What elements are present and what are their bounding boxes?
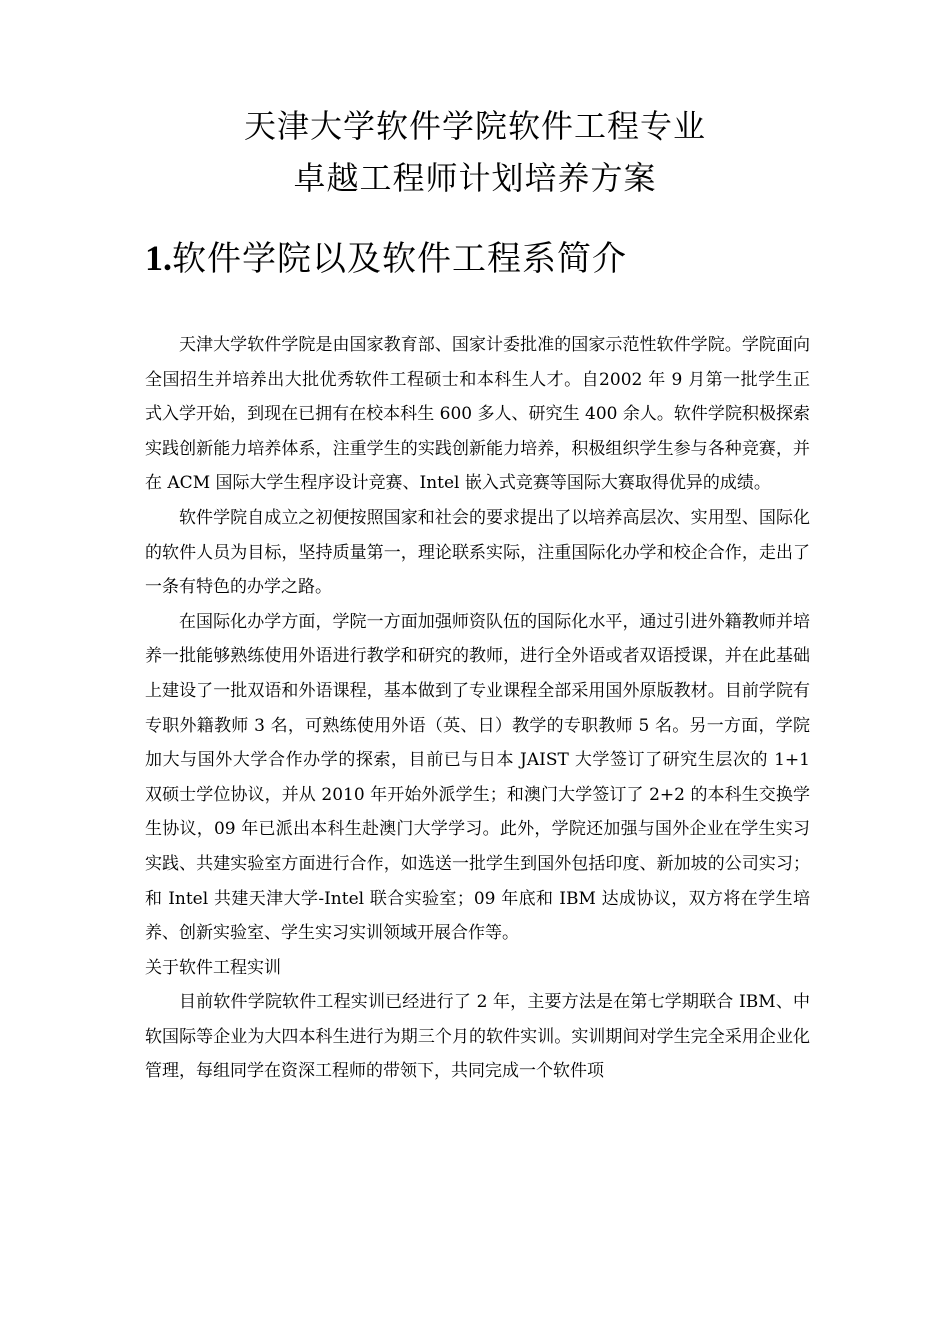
paragraph-international: 在国际化办学方面，学院一方面加强师资队伍的国际化水平，通过引进外籍教师并培养一批能够熟练使用外语进行教学和研究的教师，进行全外语或者双语授课，并在此基础上建设了一批双语和外语课程，基本做到了专业课程全部采用国外原版教材。目前学院有专职外籍教师 3 名，可熟练使用外语（英、日）教学的专职教师 5 名。另一方面，学院加大与国外大学合作办学的探索，目前已与日本 JAIST 大学签订了研究生层次的 1+1 双硕士学位协议，并从 2010 年开始外派学生；和澳门大学签订了 2+2 的本科生交换学生协议，09 年已派出本科生赴澳门大学学习。此外，学院还加强与国外企业在学生实习实践、共建实验室方面进行合作，如选送一批学生到国外包括印度、新加坡的公司实习；和 Intel 共建天津大学-Intel 联合实验室；09 年底和 IBM 达成协议，双方将在学生培养、创新实验室、学生实习实训领域开展合作等。 [145,611,810,944]
paragraph-goals: 软件学院自成立之初便按照国家和社会的要求提出了以培养高层次、实用型、国际化的软件人员为目标，坚持质量第一，理论联系实际，注重国际化办学和校企合作，走出了一条有特色的办学之路。 [145,507,810,598]
document-title-line-2: 卓越工程师计划培养方案 [293,159,657,197]
paragraph-intro: 天津大学软件学院是由国家教育部、国家计委批准的国家示范性软件学院。学院面向全国招生并培养出大批优秀软件工程硕士和本科生人才。自2002 年 9 月第一批学生正式入学开始，到现在已拥有在校本科生 600 多人、研究生 400 余人。软件学院积极探索实践创新能力培养体系，注重学生的实践创新能力培养，积极组织学生参与各种竞赛，并在 ACM 国际大学生程序设计竞赛、Intel 嵌入式竞赛等国际大赛取得优异的成绩。 [145,335,810,494]
paragraph-training: 目前软件学院软件工程实训已经进行了 2 年，主要方法是在第七学期联合 IBM、中软国际等企业为大四本科生进行为期三个月的软件实训。实训期间对学生完全采用企业化管理，每组同学在资深工程师的带领下，共同完成一个软件项 [145,992,810,1082]
document-title-line-1: 天津大学软件学院软件工程专业 [243,107,706,145]
document-body [145,328,810,1089]
section-title: 软件学院以及软件工程系简介 [172,239,627,279]
subheading-training: 关于软件工程实训 [145,957,281,978]
section-heading [145,236,627,281]
section-number: 1. [145,238,172,278]
